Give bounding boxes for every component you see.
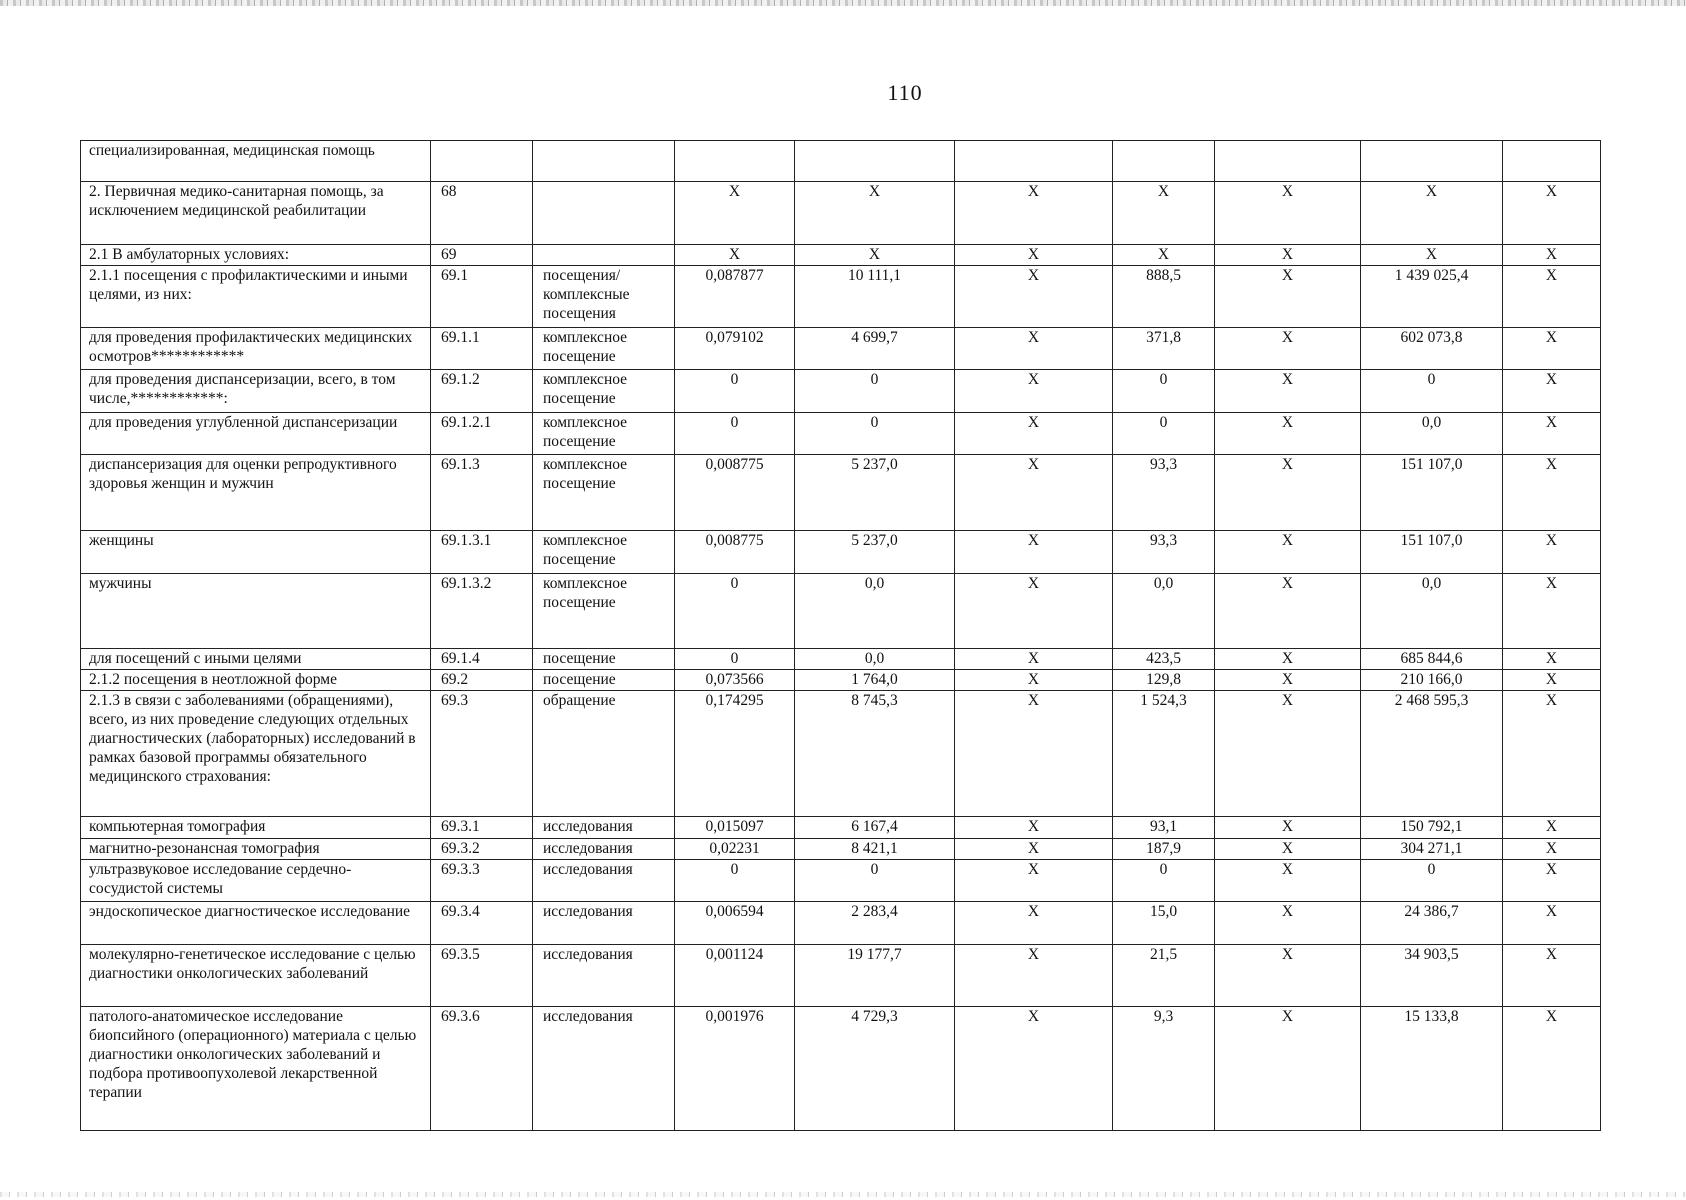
value-cell: 423,5	[1113, 649, 1215, 670]
value-cell: 0,008775	[675, 455, 795, 531]
table-row	[81, 413, 1601, 455]
value-cell: 0,015097	[675, 817, 795, 839]
value-cell: X	[955, 182, 1113, 245]
value-cell	[1361, 141, 1503, 182]
value-cell: X	[1215, 531, 1361, 574]
row-name-cell: диспансеризация для оценки репродуктивного здоровья женщин и мужчин	[81, 455, 431, 531]
value-cell	[675, 141, 795, 182]
value-cell: X	[1503, 328, 1601, 370]
row-unit-cell: исследования	[533, 902, 675, 945]
value-cell: 10 111,1	[795, 266, 955, 328]
value-cell: X	[1503, 182, 1601, 245]
row-code-cell: 69.1	[431, 266, 533, 328]
value-cell: 0,0	[1361, 413, 1503, 455]
row-code-cell: 69.3.6	[431, 1007, 533, 1131]
table-row	[81, 860, 1601, 902]
value-cell: X	[1215, 328, 1361, 370]
value-cell: X	[1503, 839, 1601, 860]
row-name-cell: 2.1.1 посещения с профилактическими и иными целями, из них:	[81, 266, 431, 328]
value-cell: 0	[1113, 370, 1215, 413]
row-code-cell: 68	[431, 182, 533, 245]
value-cell: X	[955, 266, 1113, 328]
row-unit-cell: комплексное посещение	[533, 531, 675, 574]
value-cell: X	[1215, 860, 1361, 902]
value-cell: X	[955, 328, 1113, 370]
value-cell: 0,001124	[675, 945, 795, 1007]
value-cell: 0,0	[795, 649, 955, 670]
value-cell: X	[1215, 266, 1361, 328]
scan-edge-top	[0, 0, 1686, 6]
table-body	[81, 141, 1601, 1131]
row-code-cell	[431, 141, 533, 182]
row-name-cell: молекулярно-генетическое исследование с целью диагностики онкологических заболеваний	[81, 945, 431, 1007]
value-cell	[1215, 141, 1361, 182]
value-cell: 0,0	[1113, 574, 1215, 649]
value-cell: 4 699,7	[795, 328, 955, 370]
row-unit-cell: посещение	[533, 670, 675, 691]
value-cell: X	[1503, 902, 1601, 945]
value-cell: 150 792,1	[1361, 817, 1503, 839]
row-unit-cell: комплексное посещение	[533, 455, 675, 531]
value-cell: 93,1	[1113, 817, 1215, 839]
row-code-cell: 69.1.2.1	[431, 413, 533, 455]
table-row	[81, 455, 1601, 531]
table-row	[81, 839, 1601, 860]
value-cell: 304 271,1	[1361, 839, 1503, 860]
row-name-cell: для проведения углубленной диспансеризации	[81, 413, 431, 455]
value-cell: 8 745,3	[795, 691, 955, 817]
value-cell: 0	[795, 413, 955, 455]
row-name-cell: для проведения диспансеризации, всего, в том числе,************:	[81, 370, 431, 413]
row-code-cell: 69.3.2	[431, 839, 533, 860]
value-cell: 187,9	[1113, 839, 1215, 860]
row-name-cell: эндоскопическое диагностическое исследование	[81, 902, 431, 945]
row-unit-cell: обращение	[533, 691, 675, 817]
row-unit-cell: исследования	[533, 817, 675, 839]
value-cell: X	[1503, 574, 1601, 649]
value-cell: X	[1215, 1007, 1361, 1131]
value-cell: 9,3	[1113, 1007, 1215, 1131]
value-cell: 0	[1361, 370, 1503, 413]
value-cell: 21,5	[1113, 945, 1215, 1007]
value-cell: 0	[675, 860, 795, 902]
value-cell: X	[1113, 182, 1215, 245]
value-cell: 0,079102	[675, 328, 795, 370]
row-code-cell: 69.3.1	[431, 817, 533, 839]
value-cell: 0,008775	[675, 531, 795, 574]
row-code-cell: 69	[431, 245, 533, 266]
row-code-cell: 69.3.4	[431, 902, 533, 945]
value-cell: X	[1215, 817, 1361, 839]
row-unit-cell: исследования	[533, 1007, 675, 1131]
value-cell: X	[1503, 266, 1601, 328]
value-cell: X	[1503, 649, 1601, 670]
value-cell: X	[1503, 455, 1601, 531]
table-row	[81, 649, 1601, 670]
row-name-cell: мужчины	[81, 574, 431, 649]
value-cell: 0,073566	[675, 670, 795, 691]
row-name-cell: для посещений с иными целями	[81, 649, 431, 670]
value-cell: X	[955, 817, 1113, 839]
value-cell: X	[1503, 860, 1601, 902]
row-name-cell: магнитно-резонансная томография	[81, 839, 431, 860]
value-cell: 6 167,4	[795, 817, 955, 839]
value-cell: 1 524,3	[1113, 691, 1215, 817]
value-cell: 151 107,0	[1361, 531, 1503, 574]
value-cell: 0	[675, 413, 795, 455]
value-cell: X	[955, 839, 1113, 860]
value-cell: X	[1215, 902, 1361, 945]
value-cell: X	[1215, 839, 1361, 860]
value-cell: X	[675, 182, 795, 245]
value-cell: 0	[675, 574, 795, 649]
value-cell: 371,8	[1113, 328, 1215, 370]
row-unit-cell: комплексное посещение	[533, 413, 675, 455]
value-cell: 0,006594	[675, 902, 795, 945]
value-cell: 4 729,3	[795, 1007, 955, 1131]
row-name-cell: 2. Первичная медико-санитарная помощь, за исключением медицинской реабилитации	[81, 182, 431, 245]
value-cell: 93,3	[1113, 531, 1215, 574]
value-cell: 0	[675, 370, 795, 413]
value-cell: 15,0	[1113, 902, 1215, 945]
value-cell: X	[1215, 691, 1361, 817]
value-cell: X	[1503, 691, 1601, 817]
value-cell: X	[955, 945, 1113, 1007]
value-cell	[1113, 141, 1215, 182]
value-cell: X	[1361, 182, 1503, 245]
row-code-cell: 69.3.3	[431, 860, 533, 902]
value-cell: 0,0	[795, 574, 955, 649]
row-unit-cell: исследования	[533, 839, 675, 860]
tariff-table	[80, 140, 1601, 1131]
table-row	[81, 141, 1601, 182]
table-row	[81, 266, 1601, 328]
value-cell: X	[795, 182, 955, 245]
row-name-cell: для проведения профилактических медицинских осмотров************	[81, 328, 431, 370]
value-cell: X	[955, 574, 1113, 649]
row-unit-cell: комплексное посещение	[533, 574, 675, 649]
row-name-cell: женщины	[81, 531, 431, 574]
value-cell: X	[1215, 649, 1361, 670]
value-cell	[795, 141, 955, 182]
table-row	[81, 691, 1601, 817]
value-cell: 0	[795, 860, 955, 902]
row-code-cell: 69.1.3.1	[431, 531, 533, 574]
value-cell: 1 764,0	[795, 670, 955, 691]
value-cell: X	[955, 670, 1113, 691]
scan-edge-bottom	[0, 1192, 1686, 1197]
value-cell: 0	[795, 370, 955, 413]
value-cell: X	[1503, 413, 1601, 455]
value-cell: 19 177,7	[795, 945, 955, 1007]
value-cell: X	[955, 413, 1113, 455]
value-cell: 1 439 025,4	[1361, 266, 1503, 328]
row-name-cell: патолого-анатомическое исследование биопсийного (операционного) материала с целью диагностики онкологических заболеваний и подбора противоопухолевой лекарственной терапии	[81, 1007, 431, 1131]
value-cell: X	[955, 1007, 1113, 1131]
table-row	[81, 370, 1601, 413]
value-cell: 0	[675, 649, 795, 670]
value-cell: X	[1503, 245, 1601, 266]
value-cell: X	[1503, 670, 1601, 691]
row-code-cell: 69.3	[431, 691, 533, 817]
value-cell: 8 421,1	[795, 839, 955, 860]
value-cell: X	[1215, 455, 1361, 531]
value-cell: 93,3	[1113, 455, 1215, 531]
value-cell: 0	[1361, 860, 1503, 902]
table-row	[81, 817, 1601, 839]
value-cell: X	[1215, 245, 1361, 266]
value-cell: X	[1215, 670, 1361, 691]
value-cell: X	[1361, 245, 1503, 266]
row-name-cell: 2.1 В амбулаторных условиях:	[81, 245, 431, 266]
value-cell: 0,0	[1361, 574, 1503, 649]
value-cell: X	[955, 902, 1113, 945]
value-cell: X	[955, 691, 1113, 817]
row-name-cell: 2.1.3 в связи с заболеваниями (обращениями), всего, из них проведение следующих отдельных диагностических (лабораторных) исследований в рамках базовой программы обязательного медицинского страхования:	[81, 691, 431, 817]
table-row	[81, 574, 1601, 649]
row-code-cell: 69.3.5	[431, 945, 533, 1007]
value-cell: X	[675, 245, 795, 266]
value-cell: 0	[1113, 413, 1215, 455]
table-row	[81, 245, 1601, 266]
value-cell: 0	[1113, 860, 1215, 902]
value-cell: X	[955, 860, 1113, 902]
row-unit-cell	[533, 182, 675, 245]
value-cell: 2 283,4	[795, 902, 955, 945]
row-code-cell: 69.2	[431, 670, 533, 691]
table-row	[81, 902, 1601, 945]
value-cell: 0,001976	[675, 1007, 795, 1131]
value-cell: 602 073,8	[1361, 328, 1503, 370]
row-name-cell: компьютерная томография	[81, 817, 431, 839]
value-cell: X	[1215, 370, 1361, 413]
value-cell: X	[1503, 817, 1601, 839]
value-cell: X	[1215, 182, 1361, 245]
row-unit-cell: исследования	[533, 860, 675, 902]
value-cell: X	[1215, 945, 1361, 1007]
value-cell: 15 133,8	[1361, 1007, 1503, 1131]
value-cell: X	[955, 455, 1113, 531]
row-code-cell: 69.1.4	[431, 649, 533, 670]
value-cell: 5 237,0	[795, 455, 955, 531]
value-cell: X	[795, 245, 955, 266]
value-cell: X	[1215, 574, 1361, 649]
value-cell	[1503, 141, 1601, 182]
row-name-cell: ультразвуковое исследование сердечно-сосудистой системы	[81, 860, 431, 902]
row-unit-cell: комплексное посещение	[533, 328, 675, 370]
row-name-cell: 2.1.2 посещения в неотложной форме	[81, 670, 431, 691]
value-cell	[955, 141, 1113, 182]
value-cell: X	[1503, 370, 1601, 413]
value-cell: X	[955, 245, 1113, 266]
row-code-cell: 69.1.2	[431, 370, 533, 413]
value-cell: 34 903,5	[1361, 945, 1503, 1007]
table-row	[81, 945, 1601, 1007]
value-cell: 685 844,6	[1361, 649, 1503, 670]
value-cell: 151 107,0	[1361, 455, 1503, 531]
row-unit-cell: комплексное посещение	[533, 370, 675, 413]
row-unit-cell	[533, 245, 675, 266]
value-cell: X	[1113, 245, 1215, 266]
row-name-cell: специализированная, медицинская помощь	[81, 141, 431, 182]
value-cell: X	[1503, 1007, 1601, 1131]
value-cell: 129,8	[1113, 670, 1215, 691]
value-cell: 5 237,0	[795, 531, 955, 574]
row-unit-cell: посещения/комплексные посещения	[533, 266, 675, 328]
value-cell: 888,5	[1113, 266, 1215, 328]
value-cell: 24 386,7	[1361, 902, 1503, 945]
value-cell: X	[1503, 531, 1601, 574]
row-code-cell: 69.1.3.2	[431, 574, 533, 649]
table-row	[81, 182, 1601, 245]
table-row	[81, 531, 1601, 574]
row-code-cell: 69.1.3	[431, 455, 533, 531]
table-row	[81, 1007, 1601, 1131]
value-cell: 210 166,0	[1361, 670, 1503, 691]
row-unit-cell: посещение	[533, 649, 675, 670]
value-cell: 2 468 595,3	[1361, 691, 1503, 817]
value-cell: X	[955, 370, 1113, 413]
value-cell: 0,087877	[675, 266, 795, 328]
row-unit-cell	[533, 141, 675, 182]
value-cell: X	[1215, 413, 1361, 455]
row-code-cell: 69.1.1	[431, 328, 533, 370]
value-cell: 0,174295	[675, 691, 795, 817]
value-cell: X	[1503, 945, 1601, 1007]
value-cell: X	[955, 531, 1113, 574]
value-cell: 0,02231	[675, 839, 795, 860]
table-row	[81, 328, 1601, 370]
table-row	[81, 670, 1601, 691]
row-unit-cell: исследования	[533, 945, 675, 1007]
page-number: 110	[887, 80, 923, 105]
value-cell: X	[955, 649, 1113, 670]
